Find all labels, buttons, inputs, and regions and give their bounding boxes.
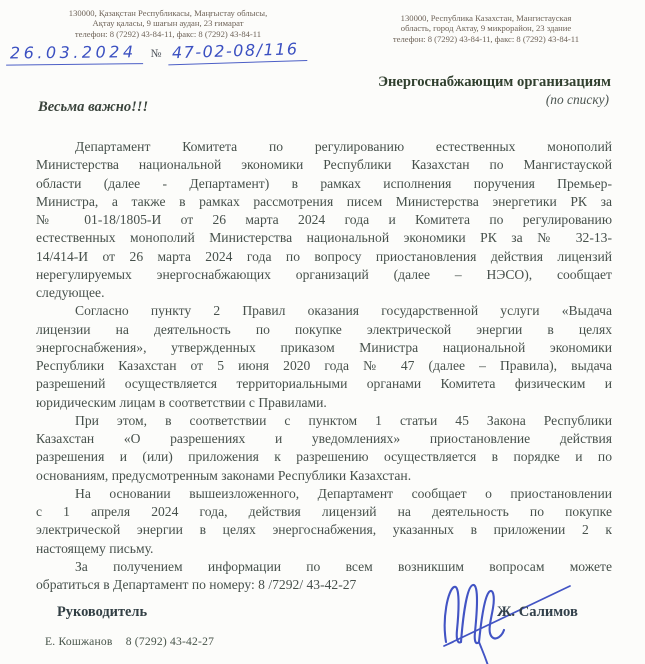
body-line: За получением информации по всем возникшим вопросам можете	[75, 558, 612, 574]
body-line: Казахстан «О разрешениях и уведомлениях» приостановление действия	[36, 431, 612, 446]
body-line: Согласно пункту 2 Правил оказания государственной услуги «Выдача	[75, 303, 612, 319]
body-line: 14/414-И от 26 марта 2024 года по вопросу приостановления действия лицензий	[36, 248, 612, 264]
letterhead-line: телефон: 8 (7292) 43-84-11, факс: 8 (7292) 43-84-11	[392, 33, 580, 44]
letterhead-line: область, город Актау, 9 микрорайон, 23 здание	[400, 23, 572, 34]
handwritten-date: 26.03.2024	[6, 42, 143, 65]
body-line: Республики Казахстан от 5 июня 2020 года № 47 (далее – Правила), выдача	[36, 358, 612, 373]
signer-position: Руководитель	[57, 604, 148, 620]
body-line: с 1 апреля 2024 года, действия лицензий на деятельность по покупке	[36, 504, 612, 519]
body-line: основаниям, предусмотренным законами Республики Казахстан.	[36, 467, 412, 483]
body-line: На основании вышеизложенного, Департамент сообщает о приостановлении	[75, 485, 612, 501]
body-line: лицензии на деятельность по покупке электрической энергии в целях	[36, 321, 612, 337]
importance-note: Весьма важно!!!	[38, 99, 149, 115]
body-line: настоящему письму.	[36, 540, 154, 556]
handwritten-outgoing-number: 47-02-08/116	[167, 39, 306, 65]
body-line: Министерства национальной экономики Республики Казахстан по Мангистауской	[36, 157, 612, 173]
body-line: юридическим лицам в соответствии с Правилами.	[36, 394, 327, 410]
body-line: разрешения и (или) приложения к разрешению осуществляется в порядке и по	[36, 449, 612, 465]
body-line: обратиться в Департамент по номеру: 8 /7292/ 43-42-27	[36, 577, 357, 592]
body-line: электрической энергии в целях энергоснабжения, указанных в приложении 2 к	[36, 522, 612, 538]
letterhead-kazakh	[18, 8, 318, 39]
executor-line	[45, 635, 214, 648]
body-line: следующее.	[36, 285, 105, 300]
letterhead-line: 130000, Республика Казахстан, Мангистауская	[400, 13, 572, 23]
executor-phone: 8 (7292) 43-42-27	[125, 635, 215, 648]
body-line: Департамент Комитета по регулированию естественных монополий	[75, 139, 612, 154]
addressee-subtitle: (по списку)	[545, 92, 609, 107]
letterhead-russian	[330, 13, 642, 44]
letter-body	[36, 138, 612, 594]
body-line: области (далее - Департамент) в рамках исполнения поручения Премьер-	[36, 175, 612, 191]
body-line: При этом, в соответствии с пунктом 1 статьи 45 Закона Республики	[75, 412, 612, 428]
number-sign: №	[150, 47, 162, 61]
letterhead-line: Ақтау қаласы, 9 шағын аудан, 23 ғимарат	[92, 18, 244, 29]
letterhead-line: 130000, Қазақстан Республикасы, Маңғыстау облысы,	[68, 8, 268, 18]
body-line: естественных монополий Министерства национальной экономики РК за № 32-13-	[36, 230, 612, 246]
signer-name: Ж. Салимов	[497, 604, 578, 620]
letterhead-line: телефон: 8 (7292) 43-84-11, факс: 8 (7292) 43-84-11	[74, 28, 262, 39]
handwritten-signature-icon	[432, 580, 582, 664]
body-line: энергоснабжения», утвержденных приказом Министра национальной экономики	[36, 339, 612, 355]
body-line: нерегулируемых энергоснабжающих организаций (далее – НЭСО), сообщает	[36, 266, 612, 282]
executor-name: Е. Кошжанов	[45, 635, 113, 648]
registration-line	[6, 40, 306, 65]
addressee-title: Энергоснабжающим организациям	[378, 74, 611, 90]
body-line: разрешений осуществляется территориальными органами Комитета физическим и	[36, 376, 612, 392]
body-line: Министра, а также в рамках рассмотрения писем Министерства энергетики РК за	[36, 193, 612, 209]
body-line: № 01-18/1805-И от 26 марта 2024 года и Комитета по регулированию	[36, 212, 612, 227]
